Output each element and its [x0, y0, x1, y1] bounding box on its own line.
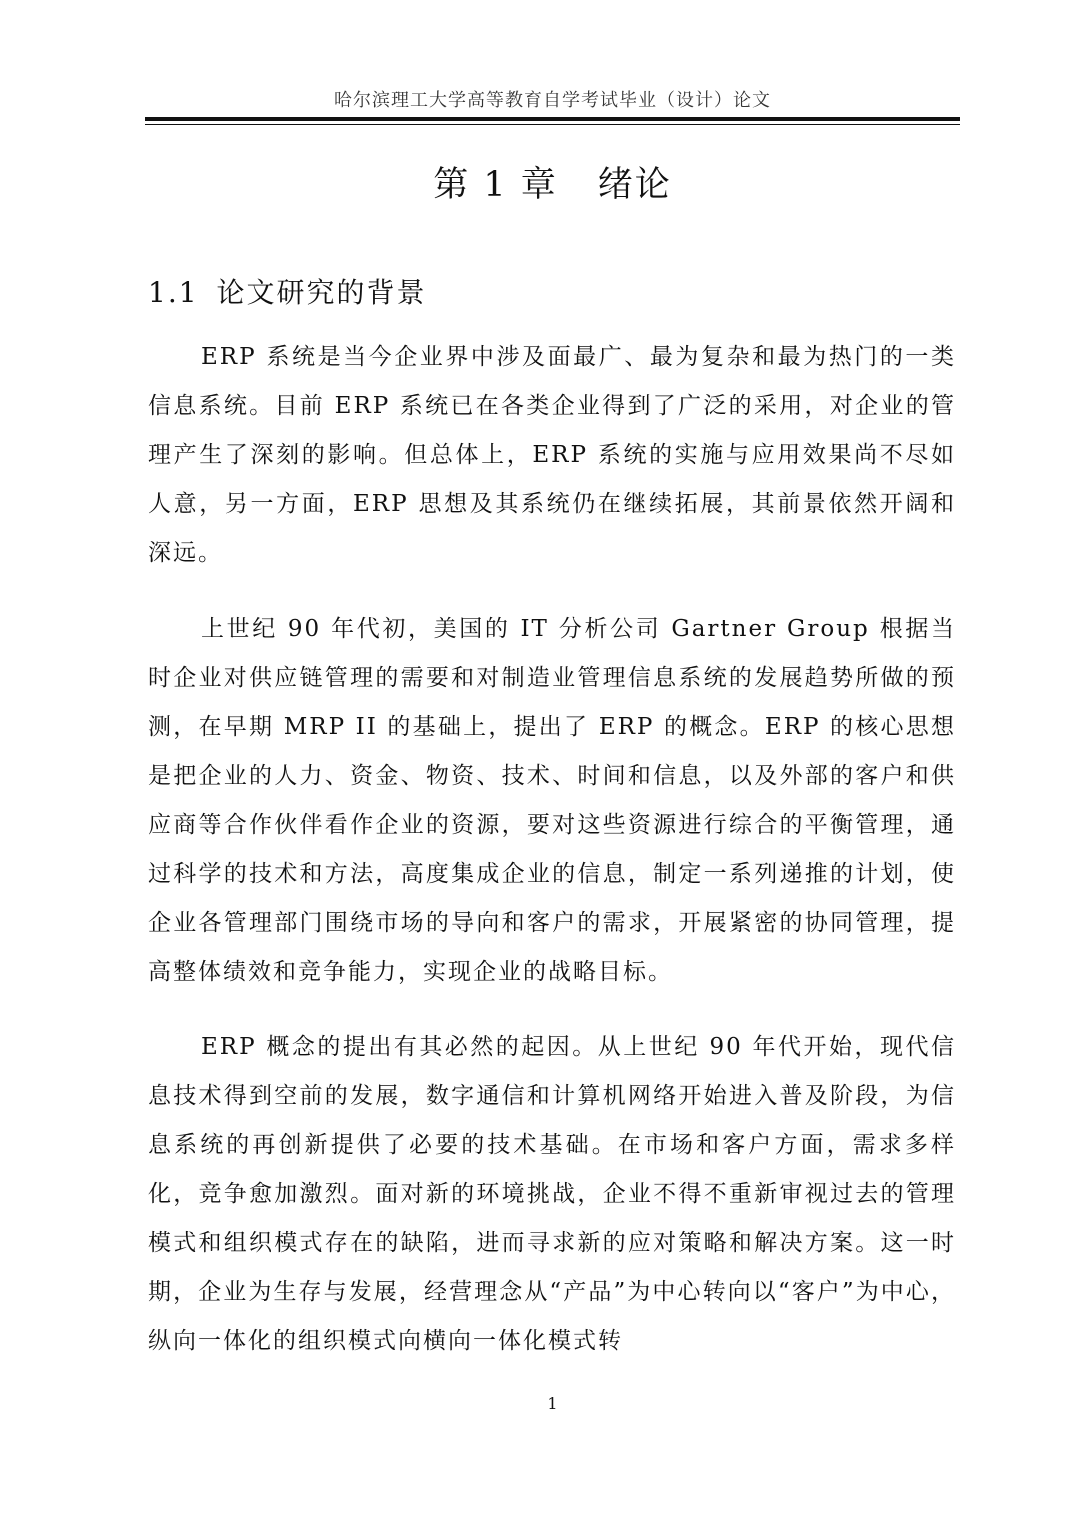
chapter-number: 第 1 章	[433, 165, 558, 205]
section-heading	[148, 272, 427, 314]
body-paragraph: ERP 系统是当今企业界中涉及面最广、最为复杂和最为热门的一类信息系统。目前 ERP 系统已在各类企业得到了广泛的采用，对企业的管理产生了深刻的影响。但总体上，ERP 系统的实施与应用效果尚不尽如人意，另一方面，ERP 思想及其系统仍在继续拓展，其前景依然开阔和深远。	[148, 344, 956, 566]
chapter-heading	[145, 160, 960, 210]
page-number: 1	[547, 1394, 558, 1413]
body-paragraph: ERP 概念的提出有其必然的起因。从上世纪 90 年代开始，现代信息技术得到空前的发展，数字通信和计算机网络开始进入普及阶段，为信息系统的再创新提供了必要的技术基础。在市场和客户方面，需求多样化，竞争愈加激烈。面对新的环境挑战，企业不得不重新审视过去的管理模式和组织模式存在的缺陷，进而寻求新的应对策略和解决方案。这一时期，企业为生存与发展，经营理念从“产品”为中心转向以“客户”为中心，纵向一体化的组织模式向横向一体化模式转	[148, 1034, 956, 1354]
running-header: 哈尔滨理工大学高等教育自学考试毕业（设计）论文	[334, 90, 771, 111]
section-number: 1.1	[148, 276, 199, 309]
body-paragraph: 上世纪 90 年代初，美国的 IT 分析公司 Gartner Group 根据当时企业对供应链管理的需要和对制造业管理信息系统的发展趋势所做的预测，在早期 MRP II 的基础上，提出了 ERP 的概念。ERP 的核心思想是把企业的人力、资金、物资、技术、时间和信息，以及外部的客户和供应商等合作伙伴看作企业的资源，要对这些资源进行综合的平衡管理，通过科学的技术和方法，高度集成企业的信息，制定一系列递推的计划，使企业各管理部门围绕市场的导向和客户的需求，开展紧密的协同管理，提高整体绩效和竞争能力，实现企业的战略目标。	[148, 616, 956, 985]
header-rule-thick	[145, 117, 960, 121]
header-rule-thin	[145, 124, 960, 125]
section-title-text: 论文研究的背景	[216, 276, 427, 309]
chapter-title-text: 绪论	[597, 165, 672, 205]
